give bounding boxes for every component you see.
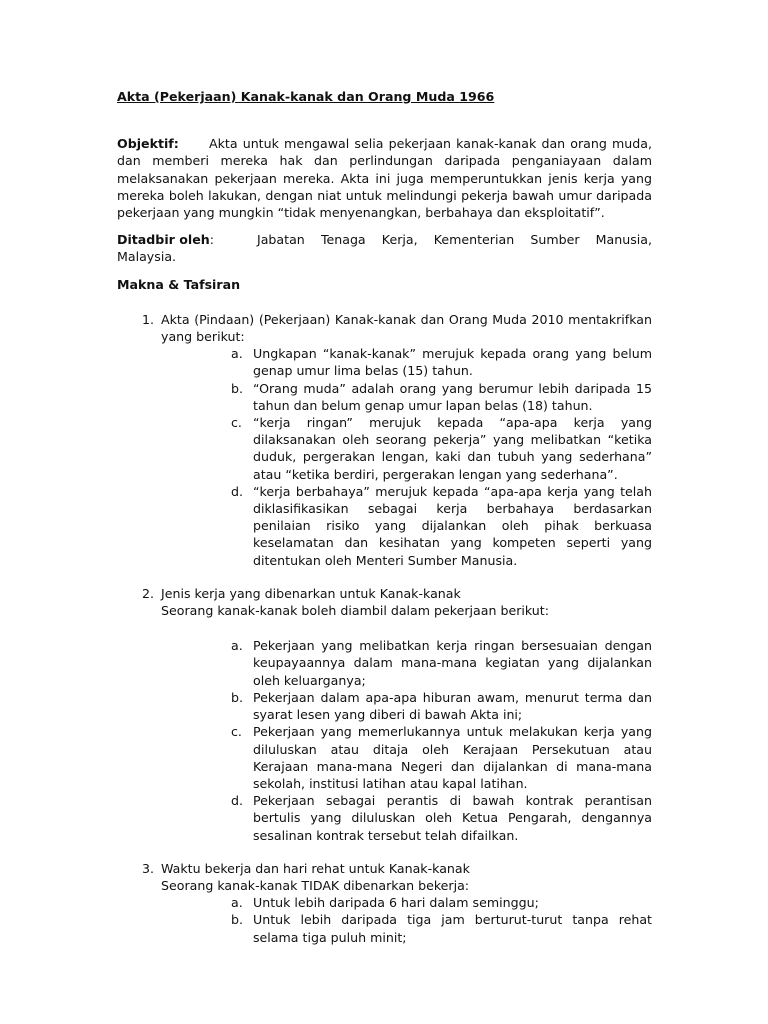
sub-text: Untuk lebih daripada tiga jam berturut-turut tanpa rehat selama tiga puluh minit; xyxy=(253,912,652,945)
sub-item-2c xyxy=(161,723,652,792)
sub-item-1c xyxy=(161,414,652,483)
item-number: 3. xyxy=(142,860,155,876)
item-lead-secondary: Seorang kanak-kanak TIDAK dibenarkan bekerja: xyxy=(161,877,470,893)
sub-item-2a xyxy=(161,637,652,689)
sub-letter: a. xyxy=(231,346,243,362)
sub-letter: b. xyxy=(231,689,243,705)
sub-text: Ungkapan “kanak-kanak” merujuk kepada orang yang belum genap umur lima belas (15) tahun. xyxy=(253,346,652,379)
sub-item-3a xyxy=(161,894,652,911)
document-title: Akta (Pekerjaan) Kanak-kanak dan Orang Muda 1966 xyxy=(117,89,495,104)
sub-text: “Orang muda” adalah orang yang berumur lebih daripada 15 tahun dan belum genap umur lapan belas (18) tahun. xyxy=(253,380,652,413)
ditadbir-text: Jabatan Tenaga Kerja, Kementerian Sumber Manusia, Malaysia. xyxy=(117,232,652,265)
sub-letter: d. xyxy=(231,793,243,809)
sub-letter: b. xyxy=(231,912,243,928)
objektif-text: Akta untuk mengawal selia pekerjaan kanak-kanak dan orang muda, dan memberi mereka hak dan perlindungan daripada penganiayaan dalam melaksanakan pekerjaan mereka. Akta ini juga memperuntukkan jenis kerja yang mereka boleh lakukan, dengan niat untuk melindungi pekerja bawah umur daripada pekerjaan yang mungkin “tidak menyenangkan, berbahaya dan eksploitatif”. xyxy=(117,136,652,221)
objektif-paragraph xyxy=(117,135,652,221)
list-item-3 xyxy=(117,860,652,946)
sub-text: “kerja berbahaya” merujuk kepada “apa-apa kerja yang telah diklasifikasikan sebagai kerja berbahaya berdasarkan penilaian risiko yang dijalankan oleh pihak berkuasa keselamatan dan kesihatan yang kompeten seperti yang ditentukan oleh Menteri Sumber Manusia. xyxy=(253,483,652,568)
sub-letter: a. xyxy=(231,895,243,911)
sub-letter: c. xyxy=(231,724,242,740)
sub-text: Pekerjaan yang memerlukannya untuk melakukan kerja yang diluluskan atau ditaja oleh Kerajaan Persekutuan atau Kerajaan mana-mana Negeri dan dijalankan di mana-mana sekolah, institusi latihan atau kapal latihan. xyxy=(253,724,652,791)
sub-item-2d xyxy=(161,792,652,844)
sub-letter: b. xyxy=(231,380,243,396)
ditadbir-paragraph xyxy=(117,231,652,265)
sub-letter: c. xyxy=(231,415,242,431)
sub-text: Untuk lebih daripada 6 hari dalam seminggu; xyxy=(253,895,539,911)
sub-text: Pekerjaan sebagai perantis di bawah kontrak perantisan bertulis yang diluluskan oleh Ketua Pengarah, dengannya sesalinan kontrak tersebut telah difailkan. xyxy=(253,793,652,843)
objektif-label: Objektif: xyxy=(117,136,179,152)
list-item-1 xyxy=(117,311,652,569)
item-number: 2. xyxy=(142,585,155,601)
ditadbir-colon: : xyxy=(209,232,214,248)
sub-item-1b xyxy=(161,380,652,414)
item-lead: Waktu bekerja dan hari rehat untuk Kanak-kanak xyxy=(161,860,470,876)
spacer xyxy=(161,619,652,637)
item-lead: Jenis kerja yang dibenarkan untuk Kanak-kanak xyxy=(161,585,461,601)
sub-text: Pekerjaan yang melibatkan kerja ringan bersesuaian dengan keupayaannya dalam mana-mana kegiatan yang dijalankan oleh keluarganya; xyxy=(253,638,652,688)
sub-item-2b xyxy=(161,689,652,723)
sub-item-3b xyxy=(161,911,652,945)
sub-letter: a. xyxy=(231,638,243,654)
item-lead-secondary: Seorang kanak-kanak boleh diambil dalam pekerjaan berikut: xyxy=(161,603,549,619)
sub-text: “kerja ringan” merujuk kepada “apa-apa kerja yang dilaksanakan oleh seorang pekerja” yang melibatkan “ketika duduk, pergerakan lengan, kaki dan tubuh yang sederhana” atau “ketika berdiri, pergerakan lengan yang sederhana”. xyxy=(253,415,652,482)
item-number: 1. xyxy=(142,311,155,327)
sub-item-1a xyxy=(161,345,652,379)
sub-text: Pekerjaan dalam apa-apa hiburan awam, menurut terma dan syarat lesen yang diberi di bawah Akta ini; xyxy=(253,689,652,723)
sub-item-1d xyxy=(161,483,652,569)
sub-letter: d. xyxy=(231,483,243,499)
makna-heading: Makna & Tafsiran xyxy=(117,276,241,292)
ditadbir-label-wrap xyxy=(117,231,257,248)
item-lead: Akta (Pindaan) (Pekerjaan) Kanak-kanak dan Orang Muda 2010 mentakrifkan yang berikut: xyxy=(161,311,652,345)
ditadbir-label: Ditadbir oleh xyxy=(117,232,210,248)
list-item-2 xyxy=(117,585,652,844)
